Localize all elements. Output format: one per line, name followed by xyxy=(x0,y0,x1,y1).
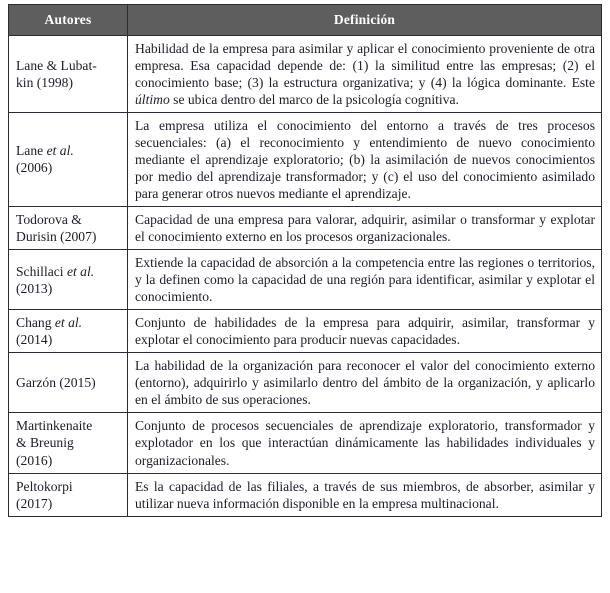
table-row xyxy=(9,35,602,112)
definition-cell: Capacidad de una empresa para valorar, adquirir, asimilar o transformar y explotar el conocimiento externo en los procesos organizacionales. xyxy=(128,206,602,249)
author-cell: Chang et al. (2014) xyxy=(9,310,128,353)
table-row xyxy=(9,353,602,413)
author-cell: Schillaci et al. (2013) xyxy=(9,250,128,310)
author-cell: Lane et al. (2006) xyxy=(9,112,128,206)
definition-cell: La empresa utiliza el conocimiento del entorno a través de tres procesos secuenciales: (a) el reconocimiento y entendimiento de nuevo conocimiento mediante el aprendizaje exploratorio; (b) la asimilación de nuevos conocimientos por medio del aprendizaje transformador; y (c) el uso del conocimiento asimilado para generar otros nuevos mediante el aprendizaje. xyxy=(128,112,602,206)
definition-cell: Conjunto de procesos secuenciales de aprendizaje exploratorio, transformador y explotador en los que interactúan dinámicamente las habilidades individuales y organizacionales. xyxy=(128,413,602,473)
author-cell: Peltokorpi (2017) xyxy=(9,473,128,516)
table-row xyxy=(9,310,602,353)
table-row xyxy=(9,473,602,516)
definition-cell: La habilidad de la organización para reconocer el valor del conocimiento externo (entorno), adquirirlo y asimilarlo dentro del ámbito de la organización, y aplicarlo en el ámbito de sus operaciones. xyxy=(128,353,602,413)
column-header-autores: Autores xyxy=(9,5,128,36)
table-row xyxy=(9,250,602,310)
definition-cell: Extiende la capacidad de absorción a la competencia entre las regiones o territorios, y la definen como la capacidad de una región para identificar, asimilar y explotar el conocimiento. xyxy=(128,250,602,310)
author-cell: Todorova & Durisin (2007) xyxy=(9,206,128,249)
table-header xyxy=(9,5,602,36)
definition-cell: Conjunto de habilidades de la empresa para adquirir, asimilar, transformar y explotar el conocimiento para producir nuevas capacidades. xyxy=(128,310,602,353)
author-cell: Martinkenaite & Breunig (2016) xyxy=(9,413,128,473)
table-row xyxy=(9,206,602,249)
definition-cell: Habilidad de la empresa para asimilar y aplicar el conocimiento proveniente de otra empresa. Esa capacidad depende de: (1) la similitud entre las empresas; (2) el conocimiento base; (3) la estructura organizativa; y (4) la lógica dominante. Este último se ubica dentro del marco de la psicología cognitiva. xyxy=(128,35,602,112)
table-row xyxy=(9,413,602,473)
column-header-definicion: Definición xyxy=(128,5,602,36)
table-body xyxy=(9,35,602,516)
table-row xyxy=(9,112,602,206)
table-header-row xyxy=(9,5,602,36)
definitions-table xyxy=(8,4,602,517)
author-cell: Lane & Lubat- kin (1998) xyxy=(9,35,128,112)
definition-cell: Es la capacidad de las filiales, a través de sus miembros, de absorber, asimilar y utilizar nueva información disponible en la empresa multinacional. xyxy=(128,473,602,516)
author-cell: Garzón (2015) xyxy=(9,353,128,413)
